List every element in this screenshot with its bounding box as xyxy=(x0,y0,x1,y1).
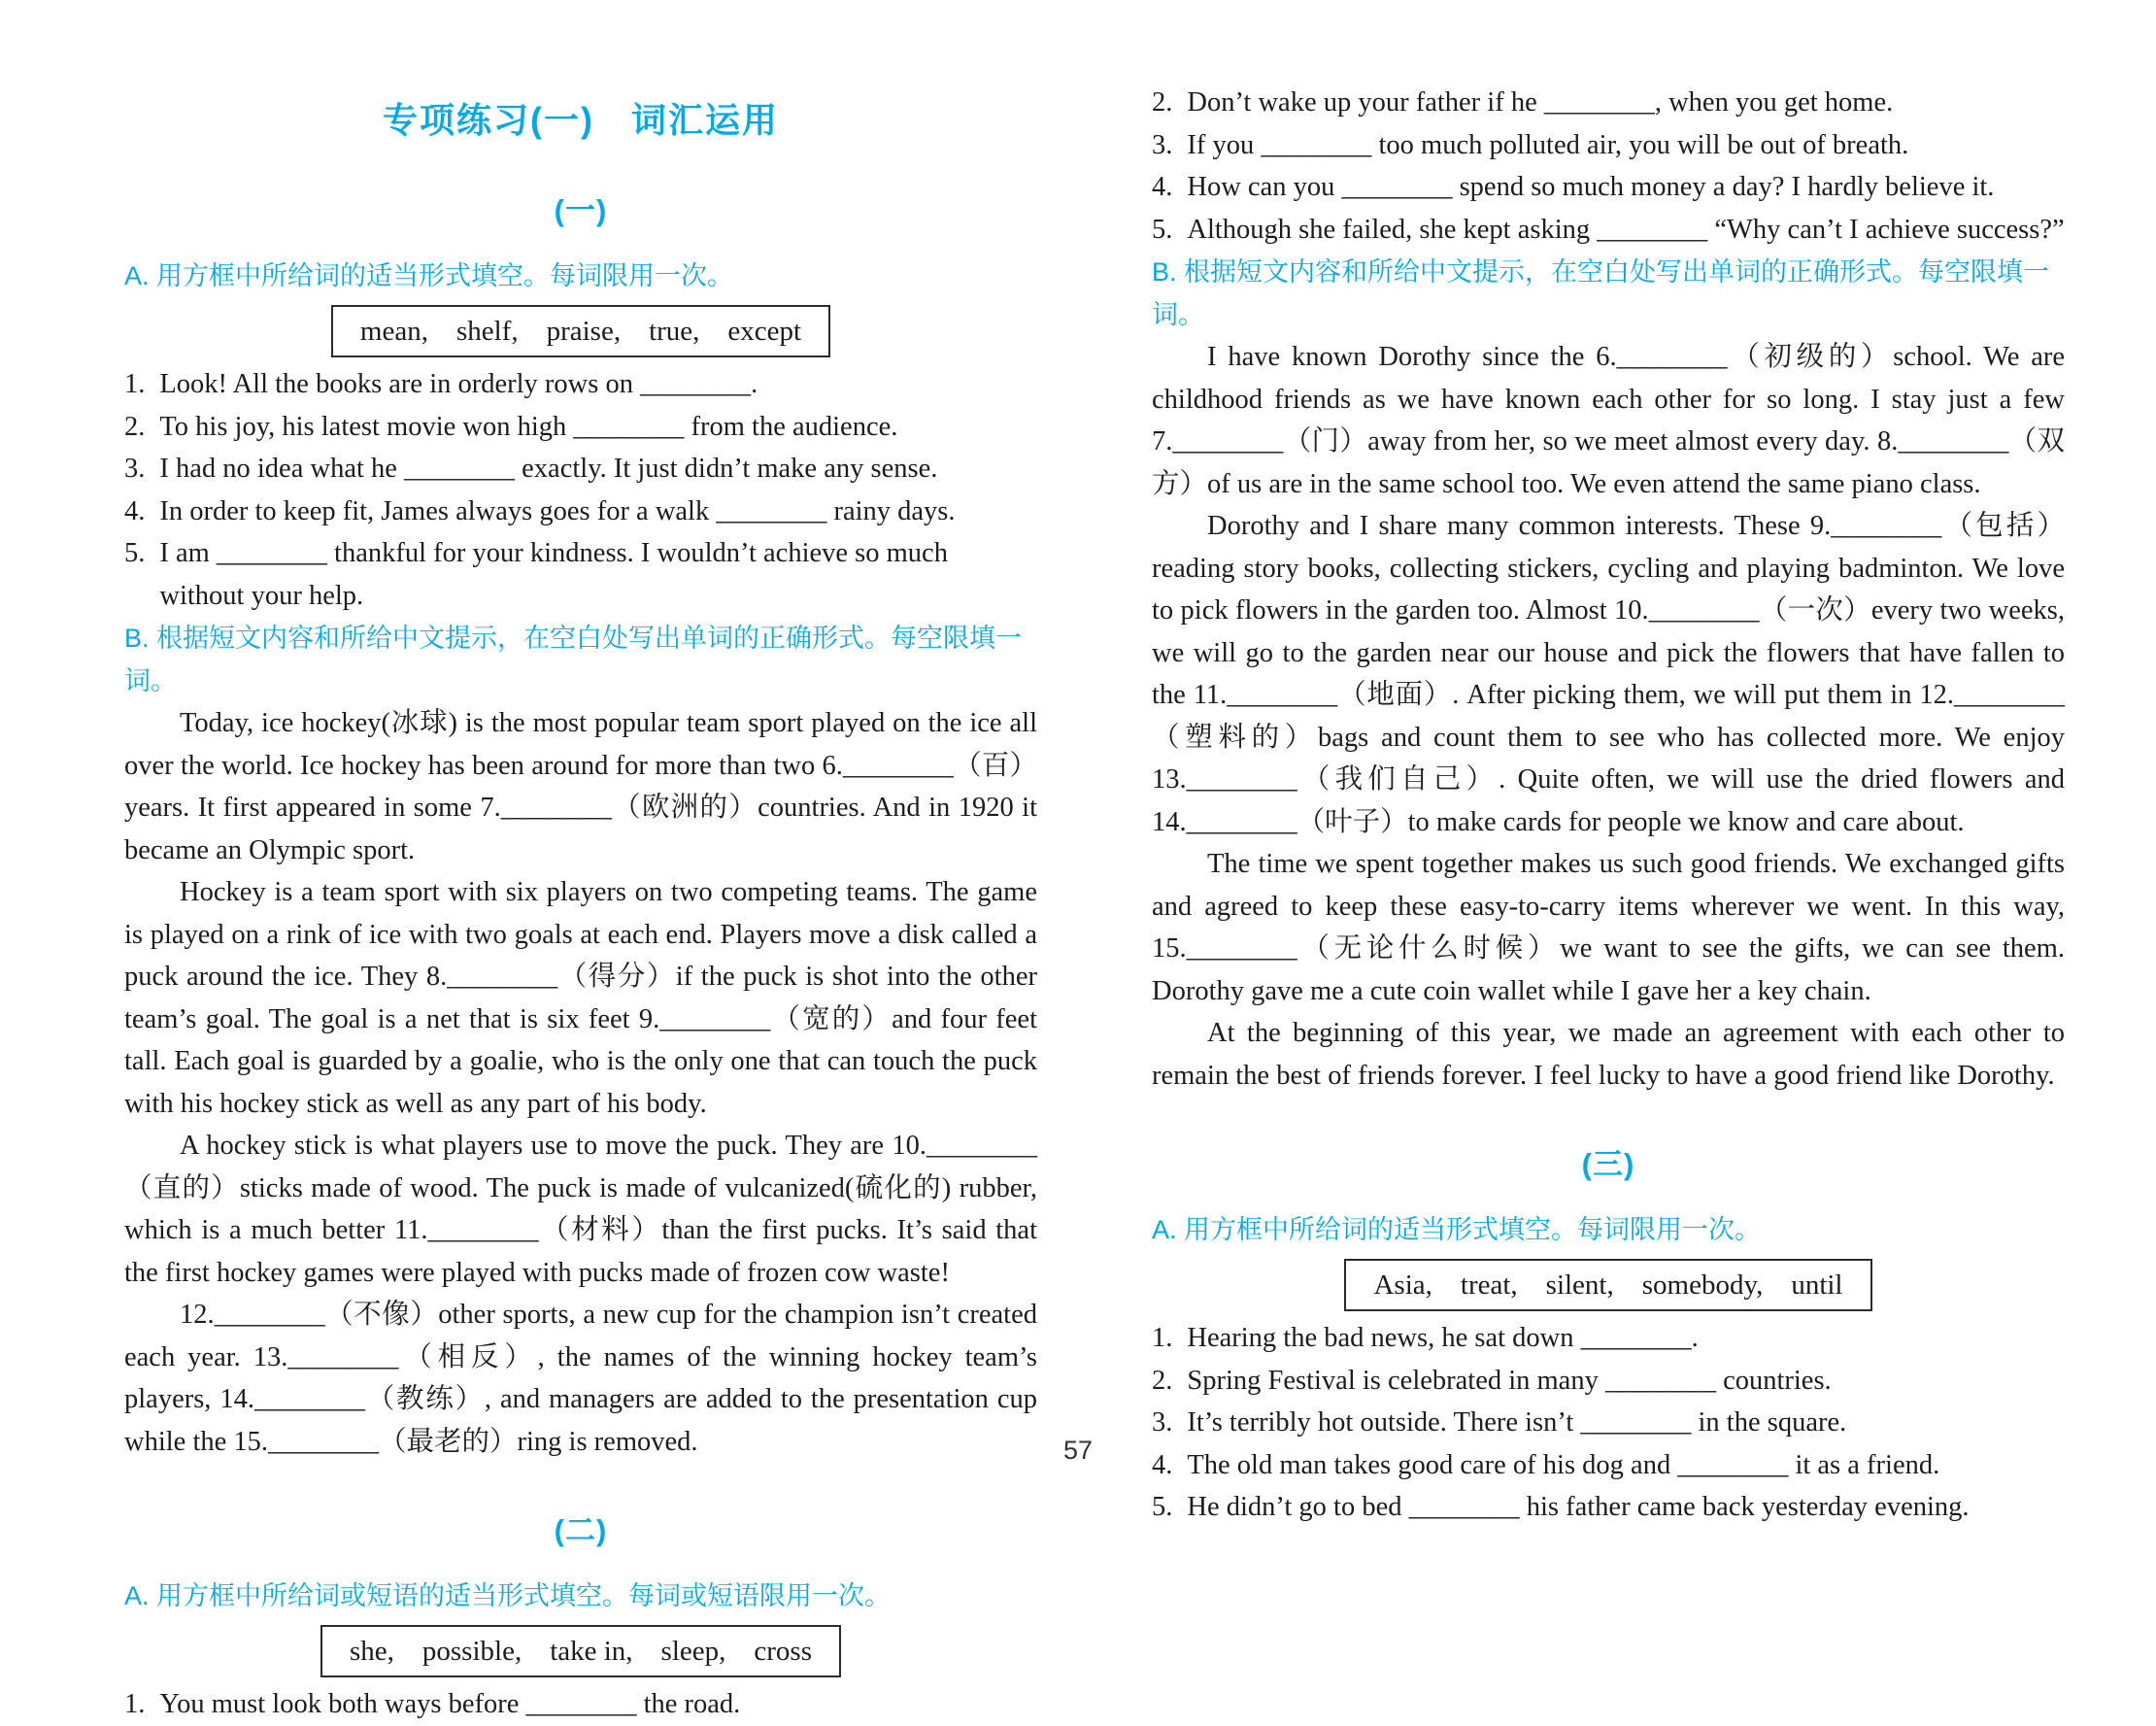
question-text: Look! All the books are in orderly rows on ________. xyxy=(159,369,758,399)
question-item xyxy=(124,1683,1037,1726)
section-heading: (三) xyxy=(1581,1147,1635,1181)
question-item xyxy=(1152,124,2065,167)
question-text: He didn’t go to bed ________ his father came back yesterday evening. xyxy=(1187,1492,1970,1522)
question-item xyxy=(124,363,1037,406)
question-text: If you ________ too much polluted air, you will be out of breath. xyxy=(1187,129,1909,160)
question-number: 3. xyxy=(1152,129,1173,160)
question-number: 2. xyxy=(1152,87,1173,118)
question-text: To his joy, his latest movie won high ________ from the audience. xyxy=(159,411,898,442)
question-item xyxy=(1152,209,2065,252)
question-item xyxy=(124,406,1037,449)
question-number: 3. xyxy=(1152,1407,1173,1438)
question-text: I am ________ thankful for your kindness. I wouldn’t achieve so much without your help. xyxy=(159,538,948,611)
question-text: I had no idea what he ________ exactly. It just didn’t make any sense. xyxy=(159,454,938,484)
passage-paragraph: The time we spent together makes us such good friends. We exchanged gifts and agreed to keep these easy-to-carry items wherever we went. In this way, 15.________（无论什么时候）we want to see the gifts, we can see them. Dorothy gave me a cute coin wallet while I gave her a key chain. xyxy=(1152,849,2065,1006)
question-text: Hearing the bad news, he sat down ________. xyxy=(1187,1323,1699,1353)
question-number: 4. xyxy=(124,495,146,526)
question-number: 2. xyxy=(124,411,146,442)
passage-paragraph: I have known Dorothy since the 6.________（初级的）school. We are childhood friends as we have known each other for so long. I stay just a few 7.________（门）away from her, so we meet almost every day. 8.________（双方）of us are in the same school too. We even attend the same piano class. xyxy=(1152,342,2065,499)
question-item xyxy=(1152,166,2065,209)
question-item xyxy=(1152,1317,2065,1360)
question-number: 3. xyxy=(124,454,146,484)
question-item xyxy=(124,491,1037,533)
passage-paragraph: Dorothy and I share many common interests. These 9.________（包括）reading story books, collecting stickers, cycling and playing badminton. We love to pick flowers in the garden too. Almost 10.________（一次）every two weeks, we will go to the garden near our house and pick the flowers that have fallen to the 11.________（地面）. After picking them, we will put them in 12.________（塑料的）bags and count them to see who has collected more. We enjoy 13.________（我们自己）. Quite often, we will use the dried flowers and 14.________（叶子）to make cards for people we know and care about. xyxy=(1152,511,2065,837)
question-text: Although she failed, she kept asking ________ “Why can’t I achieve success?” xyxy=(1187,214,2065,245)
instruction-text: B. 根据短文内容和所给中文提示，在空白处写出单词的正确形式。每空限填一词。 xyxy=(124,624,1023,695)
instruction-text: A. 用方框中所给词的适当形式填空。每词限用一次。 xyxy=(124,261,734,290)
question-number: 4. xyxy=(1152,1449,1173,1480)
question-text: How can you ________ spend so much money a day? I hardly believe it. xyxy=(1187,172,1995,202)
right-column xyxy=(1152,82,2065,1529)
word-bank-box: Asia, treat, silent, somebody, until xyxy=(1344,1259,1871,1311)
exercise-title: 专项练习(一) 词汇运用 xyxy=(383,100,779,140)
question-item xyxy=(1152,1360,2065,1403)
question-item xyxy=(1152,82,2065,124)
question-number: 1. xyxy=(124,369,146,399)
question-number: 5. xyxy=(1152,214,1173,245)
question-number: 1. xyxy=(124,1689,146,1719)
word-bank xyxy=(124,1625,1037,1677)
question-number: 1. xyxy=(1152,1323,1173,1353)
word-bank xyxy=(1152,1259,2065,1311)
question-text: Spring Festival is celebrated in many ________ countries. xyxy=(1187,1365,1832,1396)
passage-paragraph: Hockey is a team sport with six players on two competing teams. The game is played on a rink of ice with two goals at each end. Players move a disk called a puck around the ice. They 8.________（得分）if the puck is shot into the other team’s goal. The goal is a net that is six feet 9.________（宽的）and four feet tall. Each goal is guarded by a goalie, who is the only one that can touch the puck with his hockey stick as well as any part of his body. xyxy=(124,877,1037,1119)
word-bank-box: she, possible, take in, sleep, cross xyxy=(320,1625,841,1677)
instruction-text: A. 用方框中所给词的适当形式填空。每词限用一次。 xyxy=(1152,1215,1762,1244)
word-bank xyxy=(124,305,1037,357)
question-number: 4. xyxy=(1152,172,1173,202)
instruction-text: B. 根据短文内容和所给中文提示，在空白处写出单词的正确形式。每空限填一词。 xyxy=(1152,257,2050,329)
question-text: It’s terribly hot outside. There isn’t ________ in the square. xyxy=(1187,1407,1847,1438)
question-text: You must look both ways before ________ the road. xyxy=(159,1689,741,1719)
passage-paragraph: 12.________（不像）other sports, a new cup for the champion isn’t created each year. 13.________（相反）, the names of the winning hockey team’s players, 14.________（教练）, and managers are added to the presentation cup while the 15.________（最老的）ring is removed. xyxy=(124,1300,1037,1457)
question-text: Don’t wake up your father if he ________, when you get home. xyxy=(1187,87,1894,118)
question-number: 2. xyxy=(1152,1365,1173,1396)
question-item xyxy=(124,448,1037,491)
section-heading: (一) xyxy=(554,193,608,227)
question-text: The old man takes good care of his dog and ________ it as a friend. xyxy=(1187,1449,1940,1480)
word-bank-box: mean, shelf, praise, true, except xyxy=(331,305,830,357)
question-number: 5. xyxy=(1152,1492,1173,1522)
instruction-text: A. 用方框中所给词或短语的适当形式填空。每词或短语限用一次。 xyxy=(124,1581,892,1610)
section-heading: (二) xyxy=(554,1513,608,1547)
left-column xyxy=(124,0,1037,1726)
passage-paragraph: Today, ice hockey(冰球) is the most popular team sport played on the ice all over the world. Ice hockey has been around for more than two 6.________（百）years. It first appeared in some 7.________（欧洲的）countries. And in 1920 it became an Olympic sport. xyxy=(124,708,1037,865)
question-item xyxy=(124,532,1037,617)
passage-paragraph: A hockey stick is what players use to move the puck. They are 10.________（直的）sticks made of wood. The puck is made of vulcanized(硫化的) rubber, which is a much better 11.________（材料）than the first pucks. It’s said that the first hockey games were played with pucks made of frozen cow waste! xyxy=(124,1131,1037,1288)
question-text: In order to keep fit, James always goes for a walk ________ rainy days. xyxy=(159,495,956,526)
passage-paragraph: At the beginning of this year, we made an agreement with each other to remain the best of friends forever. I feel lucky to have a good friend like Dorothy. xyxy=(1152,1018,2065,1091)
question-number: 5. xyxy=(124,538,146,568)
page-number: 57 xyxy=(1062,1436,1094,1465)
question-item xyxy=(1152,1486,2065,1529)
